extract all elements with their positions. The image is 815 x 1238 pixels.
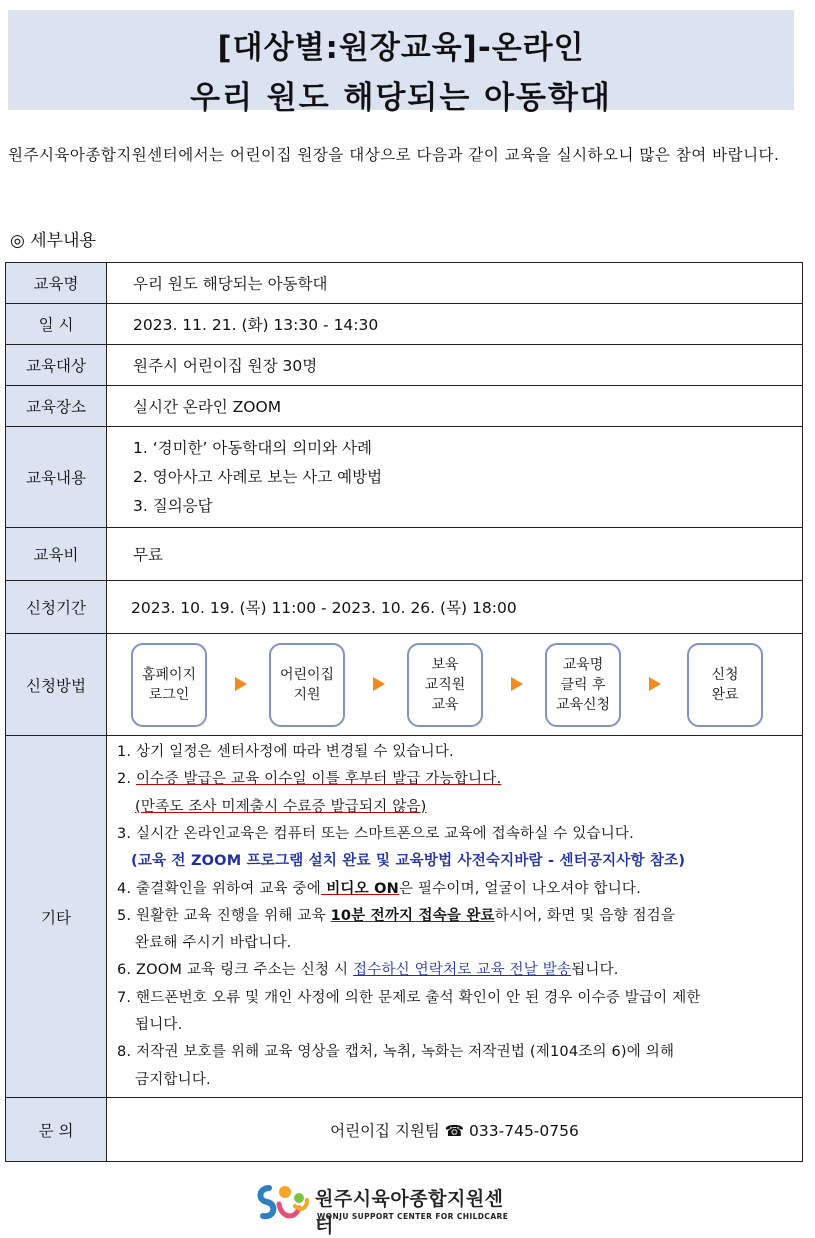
row-fee [6, 528, 803, 581]
title-banner [8, 10, 794, 116]
row-period [6, 581, 803, 634]
flow-step-staff-education: 보육 교직원 교육 [407, 643, 483, 727]
value-notes [107, 736, 803, 1098]
arrow-right-icon [649, 677, 661, 691]
note-3: 3. 실시간 온라인교육은 컴퓨터 또는 스마트폰으로 교육에 접속하실 수 있습니다. [117, 825, 634, 842]
footer-logo [255, 1178, 515, 1237]
row-contact [6, 1098, 803, 1162]
value-name: 우리 원도 해당되는 아동학대 [107, 263, 803, 304]
content-item-1: 1. ‘경미한’ 아동학대의 의미와 사례 [133, 438, 373, 457]
note-3-blue: (교육 전 ZOOM 프로그램 설치 완료 및 교육방법 사전숙지바람 - 센터공지사항 참조) [131, 853, 686, 870]
label-contact: 문 의 [6, 1098, 107, 1162]
section-heading: ◎ 세부내용 [10, 231, 96, 251]
label-method: 신청방법 [6, 634, 107, 736]
flow-step-complete: 신청 완료 [687, 643, 763, 727]
value-date: 2023. 11. 21. (화) 13:30 - 14:30 [107, 304, 803, 345]
row-place [6, 386, 803, 427]
value-method [107, 634, 803, 736]
value-target: 원주시 어린이집 원장 30명 [107, 345, 803, 386]
note-8-cont: 금지합니다. [135, 1071, 211, 1088]
flow-step-support: 어린이집 지원 [269, 643, 345, 727]
note-5: 5. 원활한 교육 진행을 위해 교육 10분 전까지 접속을 완료하시어, 화면 및 음향 점검을 [117, 907, 676, 924]
value-contact: 어린이집 지원팀 ☎ 033-745-0756 [107, 1098, 803, 1162]
page-title-line1: [대상별:원장교육]-온라인 [217, 30, 585, 66]
value-content [107, 427, 803, 528]
value-fee: 무료 [107, 528, 803, 581]
note-1: 1. 상기 일정은 센터사정에 따라 변경될 수 있습니다. [117, 744, 454, 761]
flow-step-apply: 교육명 클릭 후 교육신청 [545, 643, 621, 727]
row-name [6, 263, 803, 304]
note-2-sub: (만족도 조사 미제출시 수료증 발급되지 않음) [135, 798, 427, 815]
value-period: 2023. 10. 19. (목) 11:00 - 2023. 10. 26. (목) 18:00 [107, 581, 803, 634]
label-content: 교육내용 [6, 427, 107, 528]
label-period: 신청기간 [6, 581, 107, 634]
label-place: 교육장소 [6, 386, 107, 427]
apply-flow [107, 635, 802, 735]
note-7: 7. 핸드폰번호 오류 및 개인 사정에 의한 문제로 출석 확인이 안 된 경우 이수증 발급이 제한 [117, 989, 701, 1006]
note-4: 4. 출결확인을 위하여 교육 중에 비디오 ON은 필수이며, 얼굴이 나오셔야 합니다. [117, 880, 641, 897]
note-8: 8. 저작권 보호를 위해 교육 영상을 캡처, 녹취, 녹화는 저작권법 (제104조의 6)에 의해 [117, 1044, 675, 1061]
arrow-right-icon [373, 677, 385, 691]
value-place: 실시간 온라인 ZOOM [107, 386, 803, 427]
row-content [6, 427, 803, 528]
row-method [6, 634, 803, 736]
row-date [6, 304, 803, 345]
note-2: 2. 이수증 발급은 교육 이수일 이틀 후부터 발급 가능합니다. [117, 771, 502, 788]
label-target: 교육대상 [6, 345, 107, 386]
label-name: 교육명 [6, 263, 107, 304]
note-5-cont: 완료해 주시기 바랍니다. [135, 935, 292, 952]
note-7-cont: 됩니다. [135, 1017, 183, 1034]
arrow-right-icon [235, 677, 247, 691]
row-notes [6, 736, 803, 1098]
content-item-2: 2. 영아사고 사례로 보는 사고 예방법 [133, 467, 383, 486]
content-item-3: 3. 질의응답 [133, 496, 213, 515]
flow-step-login: 홈페이지 로그인 [131, 643, 207, 727]
intro-paragraph: 원주시육아종합지원센터에서는 어린이집 원장을 대상으로 다음과 같이 교육을 실시하오니 많은 참여 바랍니다. [8, 146, 780, 164]
note-6: 6. ZOOM 교육 링크 주소는 신청 시 접수하신 연락처로 교육 전날 발송됩니다. [117, 962, 619, 979]
label-date: 일 시 [6, 304, 107, 345]
center-logo-icon [255, 1178, 311, 1226]
row-target [6, 345, 803, 386]
footer-center-name-en: WONJU SUPPORT CENTER FOR CHILDCARE [317, 1212, 509, 1221]
arrow-right-icon [511, 677, 523, 691]
footer-center-name: 원주시육아종합지원센터 [315, 1188, 504, 1237]
detail-table [5, 262, 803, 1162]
page-title-line2: 우리 원도 해당되는 아동학대 [190, 80, 612, 116]
label-notes: 기타 [6, 736, 107, 1098]
label-fee: 교육비 [6, 528, 107, 581]
